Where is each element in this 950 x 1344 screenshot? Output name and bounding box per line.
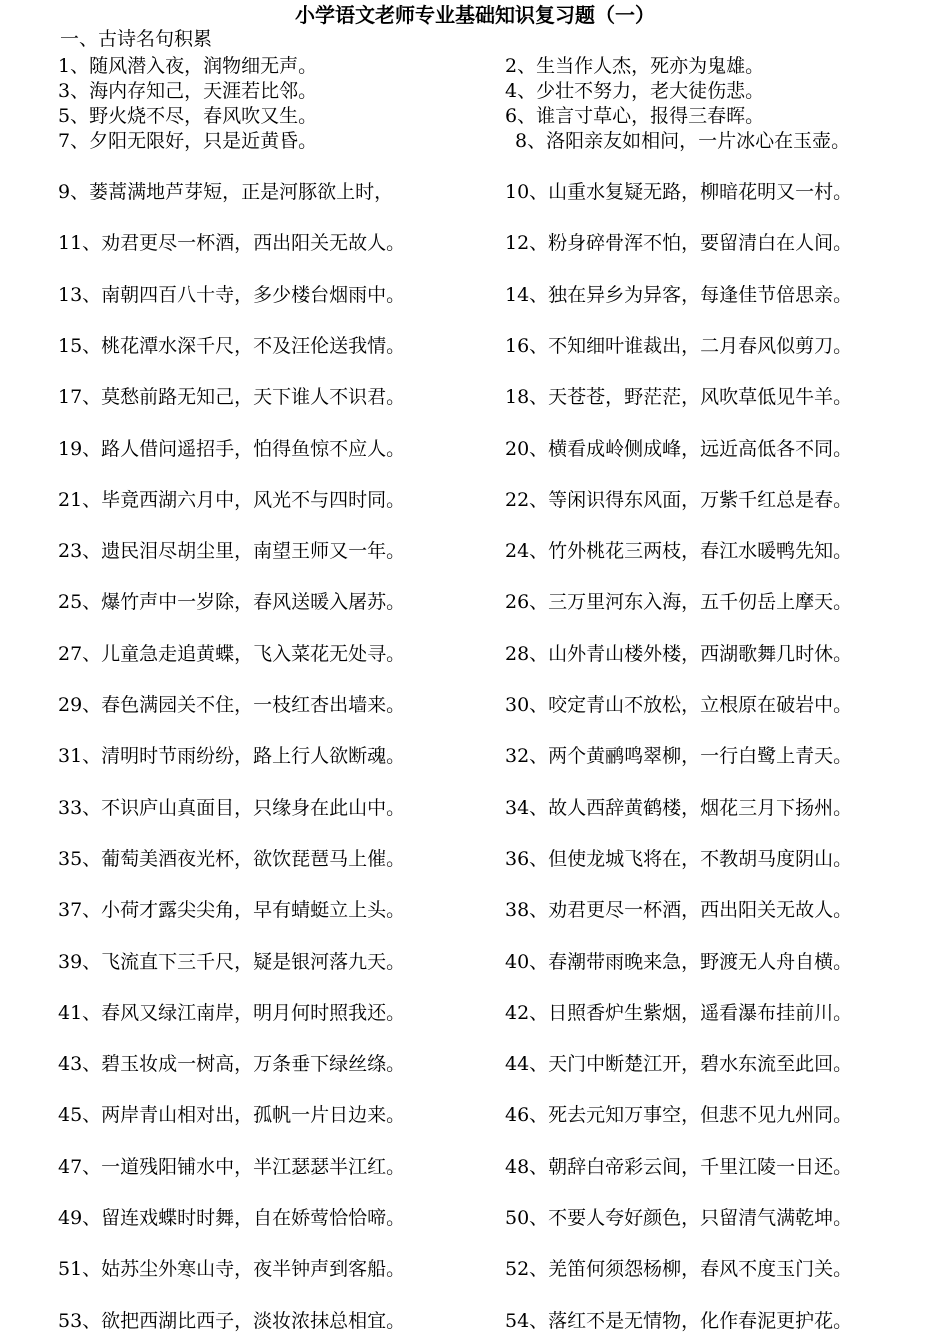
- poem-row: [0, 1255, 950, 1283]
- poem-line-right: 54、落红不是无情物，化作春泥更护花。: [505, 1309, 853, 1332]
- poem-row: [0, 127, 950, 155]
- poem-row: [0, 1101, 950, 1129]
- poem-line-right: 32、两个黄鹂鸣翠柳，一行白鹭上青天。: [505, 745, 853, 768]
- poem-line-left: 5、野火烧不尽，春风吹又生。: [58, 105, 318, 127]
- poem-row: [0, 486, 950, 514]
- poem-line-right: 30、咬定青山不放松，立根原在破岩中。: [505, 694, 853, 716]
- poem-line-right: 4、少壮不努力，老大徒伤悲。: [505, 80, 765, 102]
- poem-line-right: 28、山外青山楼外楼，西湖歌舞几时休。: [505, 642, 853, 665]
- poem-line-left: 13、南朝四百八十寺，多少楼台烟雨中。: [58, 283, 406, 306]
- poem-line-left: 49、留连戏蝶时时舞，自在娇莺恰恰啼。: [58, 1207, 406, 1229]
- poem-line-left: 1、随风潜入夜，润物细无声。: [58, 55, 318, 77]
- poem-line-left: 29、春色满园关不住，一枝红杏出墙来。: [58, 694, 406, 716]
- poem-row: [0, 999, 950, 1027]
- poem-line-left: 31、清明时节雨纷纷，路上行人欲断魂。: [58, 745, 406, 768]
- poem-row: [0, 948, 950, 976]
- poem-line-left: 23、遗民泪尽胡尘里，南望王师又一年。: [58, 540, 406, 563]
- poem-line-right: 34、故人西辞黄鹤楼，烟花三月下扬州。: [505, 796, 853, 819]
- poem-line-left: 33、不识庐山真面目，只缘身在此山中。: [58, 796, 406, 819]
- poem-line-right: 48、朝辞白帝彩云间，千里江陵一日还。: [505, 1155, 853, 1178]
- poem-line-right: 36、但使龙城飞将在，不教胡马度阴山。: [505, 847, 853, 870]
- poem-line-left: 21、毕竟西湖六月中，风光不与四时同。: [58, 488, 406, 511]
- poem-line-left: 11、劝君更尽一杯酒，西出阳关无故人。: [58, 232, 406, 255]
- poem-row: [0, 229, 950, 257]
- poem-line-left: 37、小荷才露尖尖角，早有蜻蜓立上头。: [58, 899, 406, 922]
- poem-row: [0, 845, 950, 873]
- poem-row: [0, 1050, 950, 1078]
- poem-row: [0, 178, 950, 206]
- poem-row: [0, 1153, 950, 1181]
- poem-row: [0, 794, 950, 822]
- poem-line-right: 16、不知细叶谁裁出，二月春风似剪刀。: [505, 334, 853, 357]
- poem-row: [0, 281, 950, 309]
- poem-line-left: 9、蒌蒿满地芦芽短，正是河豚欲上时，: [58, 181, 394, 203]
- poem-line-right: 6、谁言寸草心，报得三春晖。: [505, 105, 765, 127]
- poem-row: [0, 691, 950, 719]
- poem-row: [0, 896, 950, 924]
- poem-line-left: 15、桃花潭水深千尺，不及汪伦送我情。: [58, 334, 406, 357]
- poem-line-left: 7、夕阳无限好，只是近黄昏。: [58, 130, 318, 152]
- poem-line-right: 14、独在异乡为异客，每逢佳节倍思亲。: [505, 283, 853, 306]
- poem-row: [0, 742, 950, 770]
- poem-line-right: 22、等闲识得东风面，万紫千红总是春。: [505, 488, 853, 511]
- poem-line-left: 3、海内存知己，天涯若比邻。: [58, 80, 318, 102]
- poem-row: [0, 1204, 950, 1232]
- poem-line-right: 10、山重水复疑无路，柳暗花明又一村。: [505, 181, 853, 203]
- poem-line-left: 39、飞流直下三千尺，疑是银河落九天。: [58, 950, 406, 973]
- poem-line-right: 46、死去元知万事空，但悲不见九州同。: [505, 1104, 853, 1127]
- poem-row: [0, 102, 950, 130]
- poem-line-right: 38、劝君更尽一杯酒，西出阳关无故人。: [505, 899, 853, 922]
- poem-line-right: 26、三万里河东入海，五千仞岳上摩天。: [505, 591, 853, 614]
- poem-row: [0, 77, 950, 105]
- poem-row: [0, 1307, 950, 1335]
- poem-row: [0, 383, 950, 411]
- poem-line-left: 35、葡萄美酒夜光杯，欲饮琵琶马上催。: [58, 847, 406, 870]
- poem-line-right: 12、粉身碎骨浑不怕，要留清白在人间。: [505, 232, 853, 255]
- poem-line-left: 47、一道残阳铺水中，半江瑟瑟半江红。: [58, 1155, 406, 1178]
- poem-line-right: 20、横看成岭侧成峰，远近高低各不同。: [505, 437, 853, 460]
- section-heading: 一、古诗名句积累: [60, 28, 213, 50]
- poem-line-left: 41、春风又绿江南岸，明月何时照我还。: [58, 1001, 406, 1024]
- poem-line-right: 2、生当作人杰，死亦为鬼雄。: [505, 55, 765, 77]
- page-title: 小学语文老师专业基础知识复习题（一）: [295, 3, 655, 27]
- poem-line-left: 51、姑苏尘外寒山寺，夜半钟声到客船。: [58, 1258, 406, 1281]
- poem-line-left: 25、爆竹声中一岁除，春风送暖入屠苏。: [58, 591, 406, 614]
- poem-line-right: 8、洛阳亲友如相问，一片冰心在玉壶。: [515, 130, 851, 152]
- poem-line-left: 19、路人借问遥招手，怕得鱼惊不应人。: [58, 437, 406, 460]
- poem-row: [0, 332, 950, 360]
- poem-line-left: 45、两岸青山相对出，孤帆一片日边来。: [58, 1104, 406, 1127]
- poem-line-left: 53、欲把西湖比西子，淡妆浓抹总相宜。: [58, 1309, 406, 1332]
- poem-line-right: 18、天苍苍，野茫茫，风吹草低见牛羊。: [505, 386, 853, 409]
- poem-row: [0, 588, 950, 616]
- poem-line-left: 17、莫愁前路无知己，天下谁人不识君。: [58, 386, 406, 409]
- poem-line-right: 52、羌笛何须怨杨柳，春风不度玉门关。: [505, 1258, 853, 1281]
- poem-line-right: 50、不要人夸好颜色，只留清气满乾坤。: [505, 1207, 853, 1229]
- poem-row: [0, 640, 950, 668]
- poem-row: [0, 537, 950, 565]
- poem-row: [0, 435, 950, 463]
- poem-row: [0, 52, 950, 80]
- poem-line-right: 44、天门中断楚江开，碧水东流至此回。: [505, 1053, 853, 1076]
- poem-line-right: 40、春潮带雨晚来急，野渡无人舟自横。: [505, 950, 853, 973]
- poem-line-left: 43、碧玉妆成一树高，万条垂下绿丝绦。: [58, 1053, 406, 1076]
- poem-line-right: 24、竹外桃花三两枝，春江水暖鸭先知。: [505, 540, 853, 563]
- poem-line-left: 27、儿童急走追黄蝶，飞入菜花无处寻。: [58, 642, 406, 665]
- poem-line-right: 42、日照香炉生紫烟，遥看瀑布挂前川。: [505, 1001, 853, 1024]
